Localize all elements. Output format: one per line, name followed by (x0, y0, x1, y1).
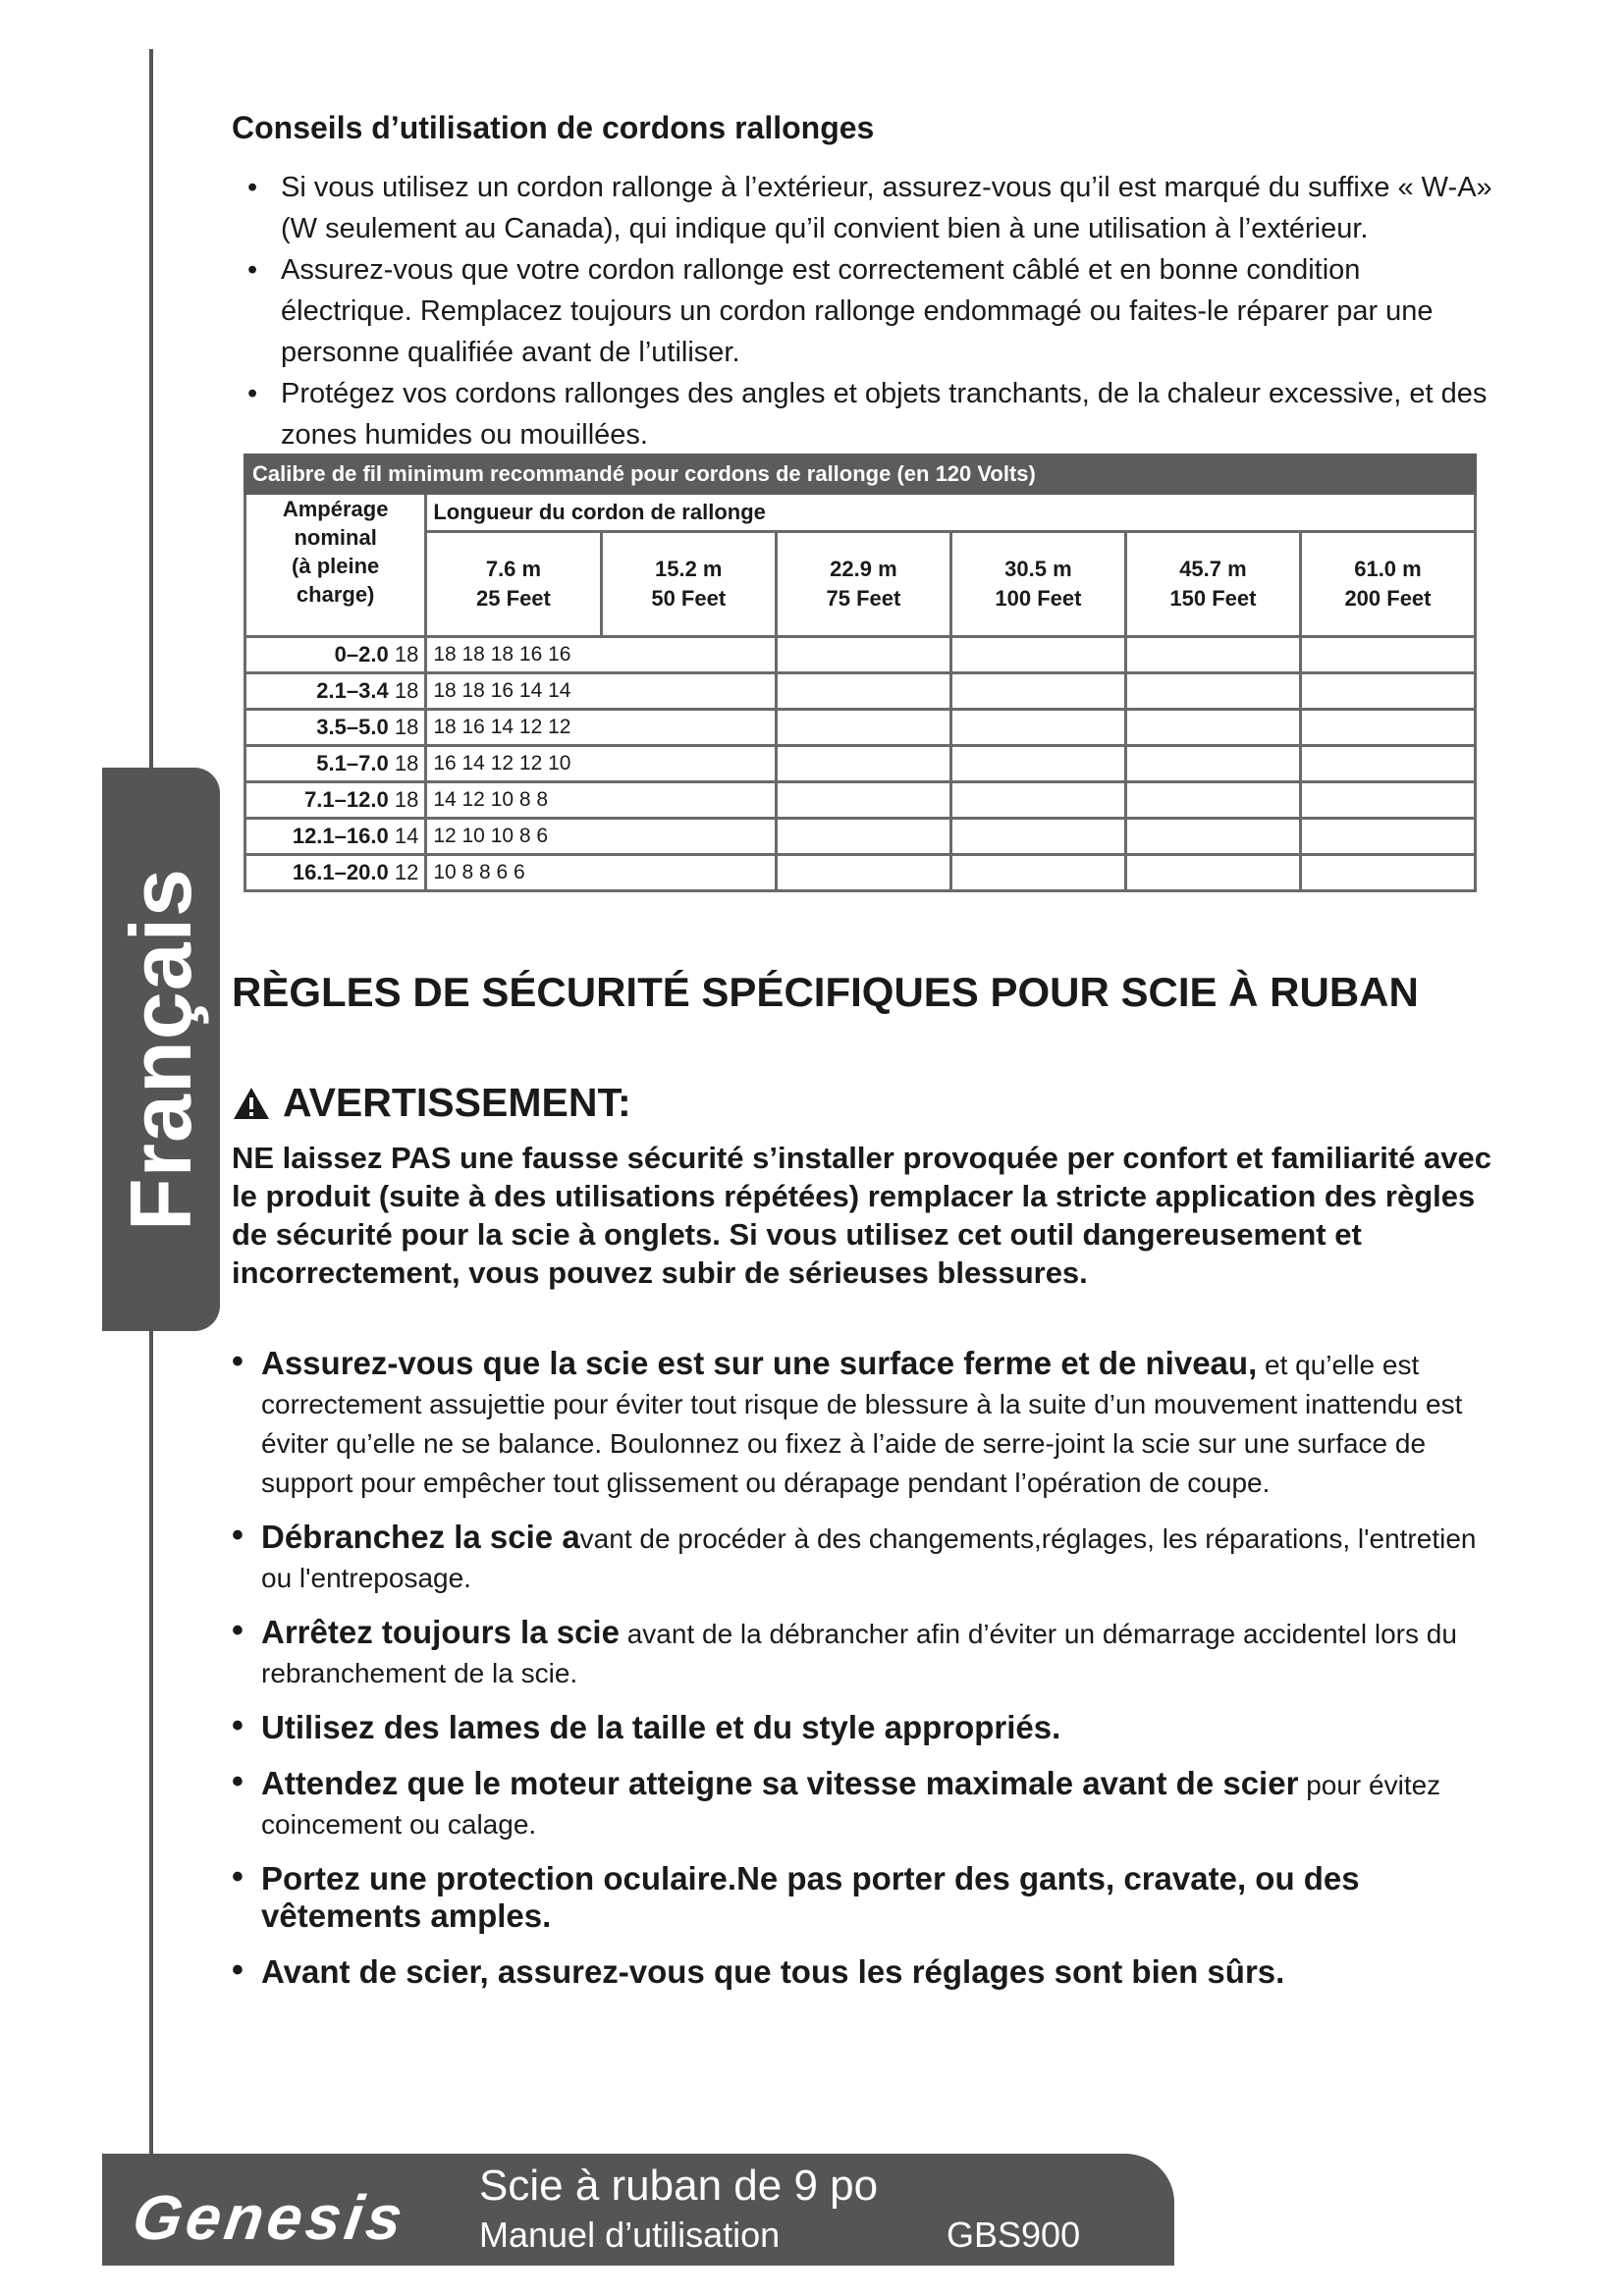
language-tab-label: Français (112, 868, 209, 1231)
product-name: Scie à ruban de 9 po (479, 2162, 879, 2210)
table-row: 2.1–3.4 18 18 18 16 14 14 (245, 673, 1476, 710)
table-row: 3.5–5.0 18 18 16 14 12 12 (245, 710, 1476, 746)
model-number: GBS900 (947, 2215, 1081, 2255)
cord-tips-list (245, 167, 1492, 455)
safety-rules (232, 1345, 1498, 2009)
cord-tips-title: Conseils d’utilisation de cordons rallonges (232, 110, 875, 145)
length-col: 15.2 m 50 Feet (601, 532, 776, 637)
length-col: 7.6 m 25 Feet (426, 532, 601, 637)
list-item: • Utilisez des lames de la taille et du style appropriés. (232, 1709, 1498, 1749)
list-item: • Protégez vos cordons rallonges des angles et objets tranchants, de la chaleur excessive, et des zones humides ou mouillées. (245, 373, 1492, 455)
list-item: • Portez une protection oculaire.Ne pas porter des gants, cravate, ou des vêtements amples. (232, 1860, 1498, 1938)
warning-text: NE laissez PAS une fausse sécurité s’installer provoquée per confort et familiarité avec le produit (suite à des utilisations répétées) remplacer la stricte application des règles de sécurité pour la scie à onglets. Si vous utilisez cet outil dangereusement et incorrectement, vous pouvez subir de sérieuses blessures. (232, 1141, 1491, 1290)
length-header: Longueur du cordon de rallonge (426, 494, 1476, 532)
manual-label: Manuel d’utilisation (479, 2215, 781, 2255)
length-col: 30.5 m 100 Feet (950, 532, 1125, 637)
list-item: • Arrêtez toujours la scie avant de la débrancher afin d’éviter un démarrage accidentel lors du rebranchement de la scie. (232, 1614, 1498, 1693)
safety-title: RÈGLES DE SÉCURITÉ SPÉCIFIQUES POUR SCIE À RUBAN (232, 969, 1419, 1015)
length-col: 45.7 m 150 Feet (1125, 532, 1300, 637)
list-item: • Assurez-vous que votre cordon rallonge est correctement câblé et en bonne condition électrique. Remplacez toujours un cordon rallonge endommagé ou faites-le réparer par une personne qualifiée avant de l’utiliser. (245, 249, 1492, 373)
table-row: 0–2.0 18 18 18 18 16 16 (245, 637, 1476, 673)
list-item: • Si vous utilisez un cordon rallonge à l’extérieur, assurez-vous qu’il est marqué du suffixe « W-A» (W seulement au Canada), qui indique qu’il convient bien à une utilisation à l’extérieur. (245, 167, 1492, 249)
list-item: • Avant de scier, assurez-vous que tous les réglages sont bien sûrs. (232, 1953, 1498, 1994)
list-item: • Attendez que le moteur atteigne sa vitesse maximale avant de scier pour évitez coincement ou calage. (232, 1765, 1498, 1844)
brand-logo: Genesis (128, 2182, 411, 2253)
length-col: 61.0 m 200 Feet (1300, 532, 1475, 637)
table-row: 16.1–20.0 12 10 8 8 6 6 (245, 855, 1476, 891)
language-tab (102, 768, 220, 1331)
table-row: 12.1–16.0 14 12 10 10 8 6 (245, 819, 1476, 855)
wire-gauge-table (244, 454, 1477, 892)
length-col: 22.9 m 75 Feet (776, 532, 950, 637)
table-row: 7.1–12.0 18 14 12 10 8 8 (245, 782, 1476, 819)
warning-heading (232, 1080, 1498, 1126)
warning-triangle-icon (232, 1086, 271, 1121)
footer-bar (102, 2154, 1174, 2266)
amp-header: Ampérage nominal (à pleine charge) (245, 494, 426, 637)
list-item: • Débranchez la scie avant de procéder à des changements,réglages, les réparations, l'entretien ou l'entreposage. (232, 1519, 1498, 1598)
table-row: 5.1–7.0 18 16 14 12 12 10 (245, 746, 1476, 782)
list-item: • Assurez-vous que la scie est sur une surface ferme et de niveau, et qu’elle est correctement assujettie pour éviter tout risque de blessure à la suite d’un mouvement inattendu est éviter qu’elle ne se balance. Boulonnez ou fixez à l’aide de serre-joint la scie sur une surface de support pour empêcher tout glissement ou dérapage pendant l’opération de coupe. (232, 1345, 1498, 1503)
table-caption: Calibre de fil minimum recommandé pour cordons de rallonge (en 120 Volts) (245, 455, 1476, 494)
warning-label: AVERTISSEMENT: (283, 1080, 631, 1125)
